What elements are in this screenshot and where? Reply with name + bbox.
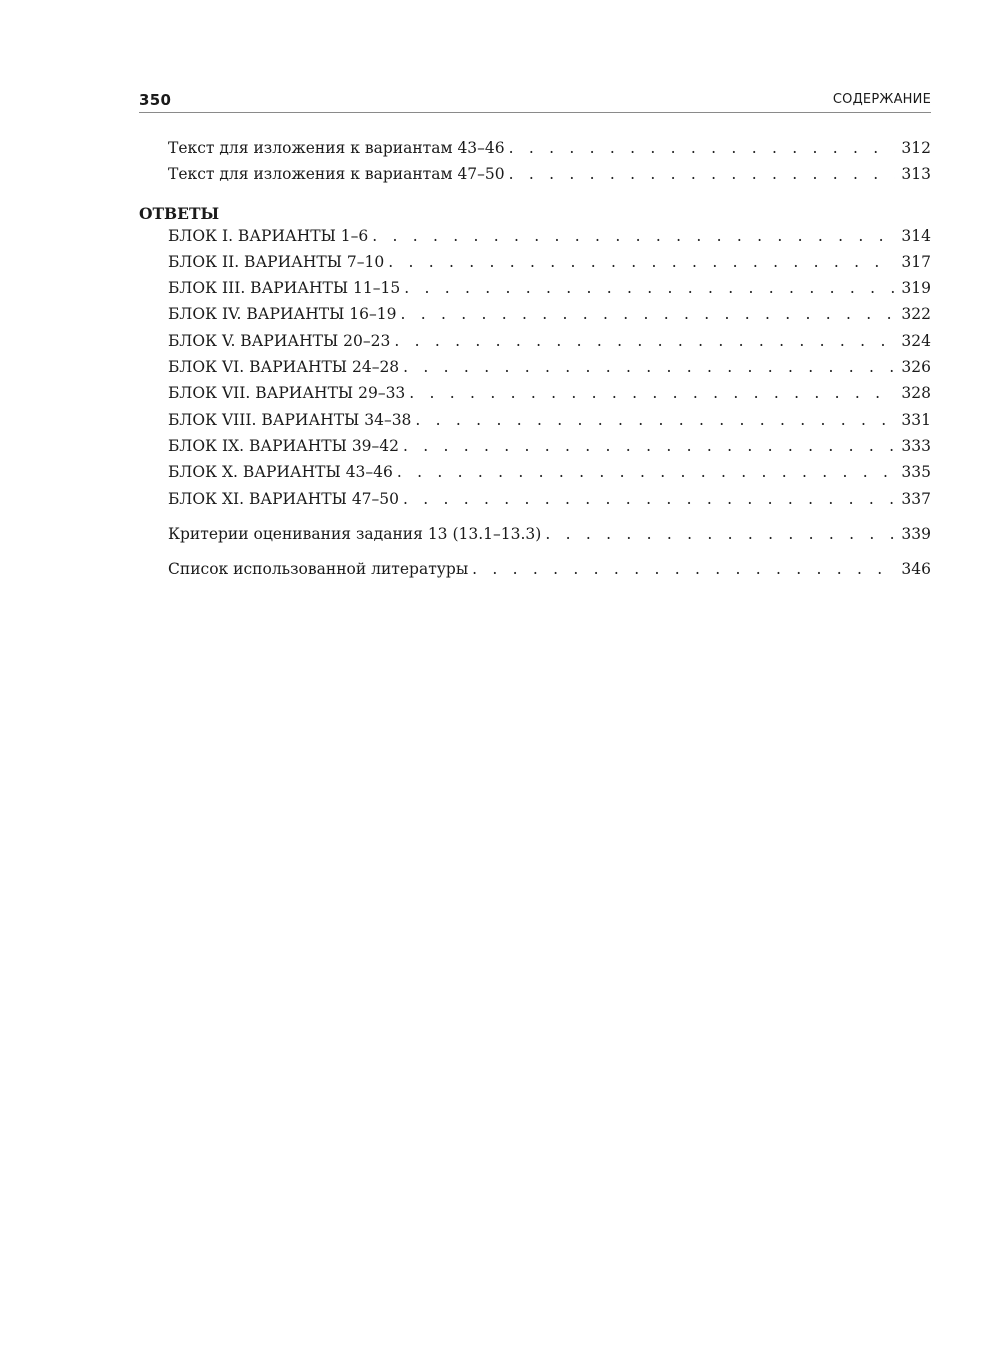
dot-leader bbox=[372, 227, 895, 245]
toc-entry-page: 317 bbox=[901, 252, 931, 271]
toc-entry[interactable] bbox=[139, 139, 931, 165]
dot-leader bbox=[404, 279, 895, 297]
dot-leader bbox=[409, 384, 895, 402]
dot-leader bbox=[472, 560, 895, 578]
toc-entry-label: БЛОК III. ВАРИАНТЫ 11–15 bbox=[168, 279, 401, 298]
toc-entry-page: 337 bbox=[901, 489, 931, 508]
dot-leader bbox=[403, 437, 895, 455]
toc-entry[interactable] bbox=[139, 165, 931, 191]
dot-leader bbox=[400, 305, 895, 323]
toc-entry[interactable] bbox=[139, 411, 931, 437]
dot-leader bbox=[403, 358, 895, 376]
dot-leader bbox=[509, 165, 896, 183]
toc-entry[interactable] bbox=[139, 358, 931, 384]
dot-leader bbox=[397, 463, 896, 481]
table-of-contents bbox=[139, 139, 931, 586]
toc-entry[interactable] bbox=[139, 227, 931, 253]
toc-entry[interactable] bbox=[139, 279, 931, 305]
dot-leader bbox=[388, 253, 895, 271]
page-header bbox=[139, 88, 931, 113]
toc-entry[interactable] bbox=[139, 463, 931, 489]
toc-entry-label: Критерии оценивания задания 13 (13.1–13.3) bbox=[168, 524, 542, 543]
dot-leader bbox=[394, 332, 895, 350]
toc-entry-page: 313 bbox=[901, 165, 931, 184]
toc-entry-label: БЛОК VI. ВАРИАНТЫ 24–28 bbox=[168, 358, 400, 377]
toc-entry-label: Текст для изложения к вариантам 43–46 bbox=[168, 139, 505, 157]
toc-entry[interactable] bbox=[139, 384, 931, 410]
toc-entry-page: 331 bbox=[901, 410, 931, 429]
answers-heading: ОТВЕТЫ bbox=[139, 203, 220, 223]
dot-leader bbox=[403, 490, 895, 508]
dot-leader bbox=[545, 525, 895, 543]
toc-entry[interactable] bbox=[139, 332, 931, 358]
toc-entry-label: БЛОК VII. ВАРИАНТЫ 29–33 bbox=[168, 384, 406, 403]
toc-entry-page: 319 bbox=[901, 279, 931, 298]
toc-entry-page: 312 bbox=[901, 139, 931, 157]
toc-entry[interactable] bbox=[139, 437, 931, 463]
toc-entry-label: БЛОК VIII. ВАРИАНТЫ 34–38 bbox=[168, 410, 412, 429]
toc-entry-page: 335 bbox=[901, 463, 931, 482]
toc-entry-page: 326 bbox=[901, 358, 931, 377]
toc-entry-label: БЛОК XI. ВАРИАНТЫ 47–50 bbox=[168, 489, 400, 508]
dot-leader bbox=[415, 411, 895, 429]
toc-entry[interactable] bbox=[139, 253, 931, 279]
dot-leader bbox=[509, 139, 896, 157]
toc-entry-label: Список использованной литературы bbox=[168, 560, 469, 579]
page-number: 350 bbox=[139, 91, 172, 109]
toc-entry-page: 328 bbox=[901, 384, 931, 403]
toc-entry-page: 324 bbox=[901, 331, 931, 350]
toc-entry-page: 333 bbox=[901, 436, 931, 455]
toc-entry-label: БЛОК II. ВАРИАНТЫ 7–10 bbox=[168, 252, 385, 271]
toc-entry-label: Текст для изложения к вариантам 47–50 bbox=[168, 165, 505, 184]
toc-entry-criteria[interactable] bbox=[139, 525, 931, 551]
toc-entry[interactable] bbox=[139, 305, 931, 331]
toc-entry-label: БЛОК IV. ВАРИАНТЫ 16–19 bbox=[168, 305, 397, 324]
toc-entry-label: БЛОК X. ВАРИАНТЫ 43–46 bbox=[168, 463, 393, 482]
toc-entry-page: 322 bbox=[901, 305, 931, 324]
toc-entry-page: 346 bbox=[901, 560, 931, 579]
toc-entry-bibliography[interactable] bbox=[139, 560, 931, 586]
toc-entry-label: БЛОК V. ВАРИАНТЫ 20–23 bbox=[168, 331, 391, 350]
running-head: СОДЕРЖАНИЕ bbox=[832, 92, 931, 107]
toc-entry[interactable] bbox=[139, 490, 931, 516]
toc-entry-page: 339 bbox=[901, 524, 931, 543]
toc-entry-page: 314 bbox=[901, 226, 931, 245]
toc-entry-label: БЛОК I. ВАРИАНТЫ 1–6 bbox=[168, 226, 369, 245]
toc-entry-label: БЛОК IX. ВАРИАНТЫ 39–42 bbox=[168, 436, 400, 455]
